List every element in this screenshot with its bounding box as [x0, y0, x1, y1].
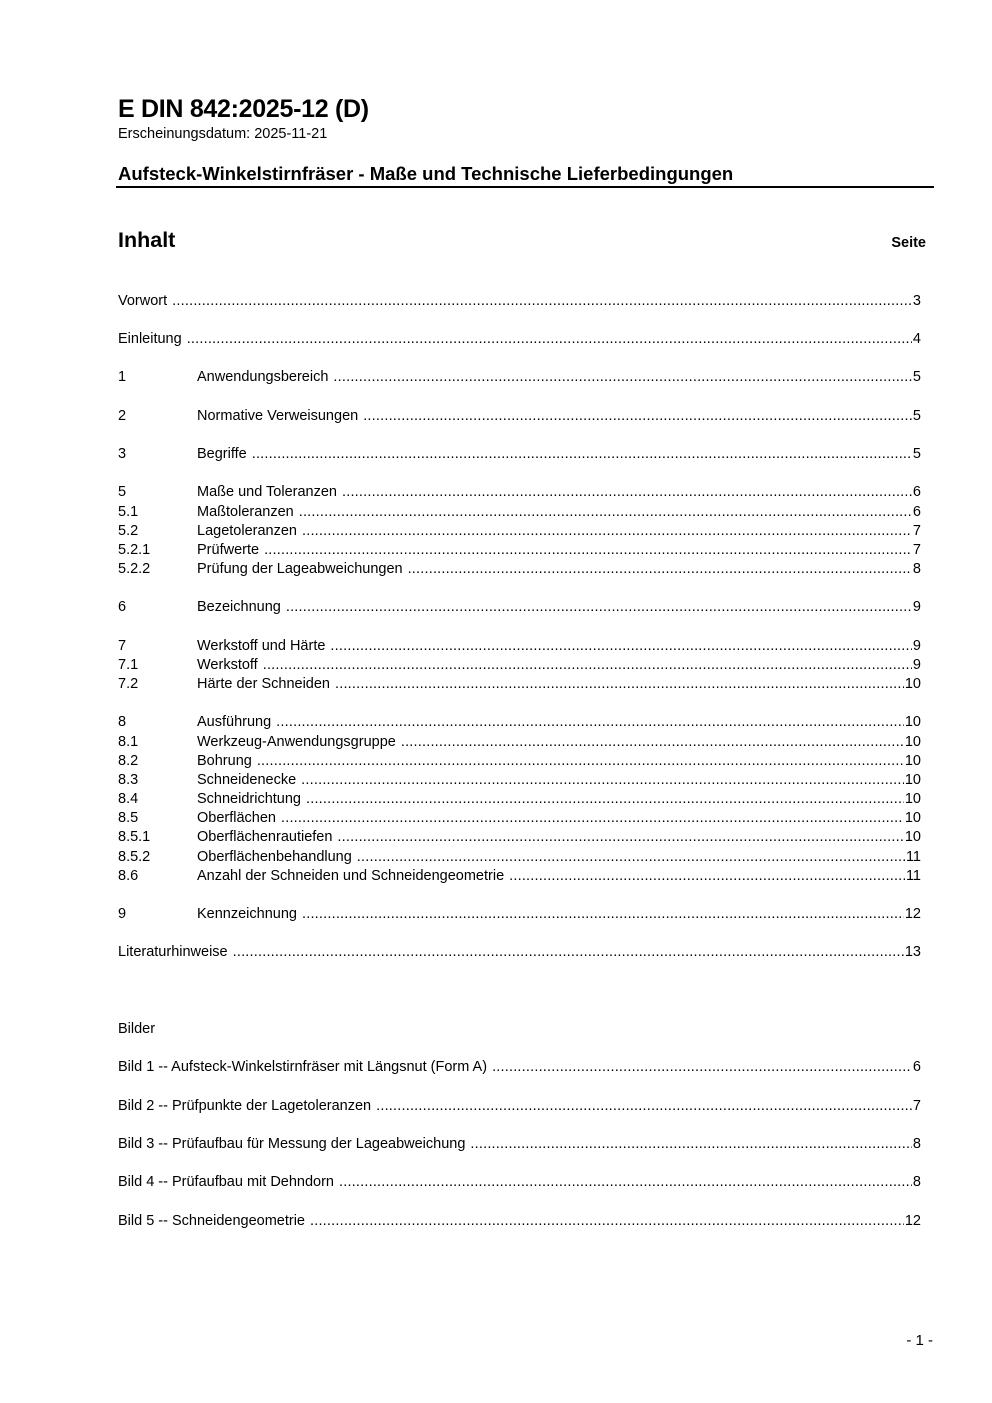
toc-entry-7-2[interactable]	[118, 675, 921, 694]
toc-heading: Inhalt	[118, 228, 176, 252]
toc-entry-text: Normative Verweisungen	[197, 408, 359, 424]
publication-date: Erscheinungsdatum: 2025-11-21	[118, 126, 328, 142]
toc-leader-dots	[172, 292, 912, 311]
toc-entry-number: 8.5.1	[118, 829, 151, 845]
toc-leader-dots	[306, 790, 904, 809]
toc-entry-2[interactable]	[118, 407, 921, 426]
toc-entry-5-2[interactable]	[118, 522, 921, 541]
toc-entry-number: 3	[118, 446, 127, 462]
toc-leader-dots	[408, 560, 912, 579]
toc-entry-number: 9	[118, 906, 127, 922]
doc-id: E DIN 842:2025-12 (D)	[118, 95, 369, 123]
toc-entry-text: Schneidrichtung	[197, 791, 301, 807]
toc-leader-dots	[187, 330, 912, 349]
page-column-label: Seite	[891, 235, 926, 251]
toc-entry-text: Bezeichnung	[197, 599, 281, 615]
toc-leader-dots	[310, 1212, 904, 1231]
toc-entry-page: 10	[904, 772, 921, 788]
figure-entry-text: Bild 2 -- Prüfpunkte der Lagetoleranzen	[118, 1098, 372, 1114]
toc-entry-einleitung[interactable]	[118, 330, 921, 349]
toc-entry-8-5-1[interactable]	[118, 828, 921, 847]
toc-entry-text: Ausführung	[197, 714, 272, 730]
figure-entry-text: Bild 1 -- Aufsteck-Winkelstirnfräser mit Längsnut (Form A)	[118, 1059, 488, 1075]
title-rule	[116, 186, 934, 188]
toc-entry-number: 5.1	[118, 504, 139, 520]
toc-entry-page: 3	[912, 293, 921, 309]
figure-entry-text: Bild 5 -- Schneidengeometrie	[118, 1213, 305, 1229]
toc-entry-text: Oberflächenrautiefen	[197, 829, 333, 845]
toc-entry-page: 4	[912, 331, 921, 347]
toc-entry-text: Prüfwerte	[197, 542, 260, 558]
toc-entry-number: 8.5.2	[118, 849, 151, 865]
toc-entry-number: 8.1	[118, 734, 139, 750]
toc-entry-page: 8	[912, 561, 921, 577]
toc-entry-text: Oberflächenbehandlung	[197, 849, 352, 865]
toc-leader-dots	[470, 1135, 912, 1154]
toc-leader-dots	[233, 943, 904, 962]
toc-entry-page: 7	[912, 542, 921, 558]
toc-entry-page: 7	[912, 523, 921, 539]
toc-entry-number: 5.2.2	[118, 561, 151, 577]
toc-entry-text: Anwendungsbereich	[197, 369, 329, 385]
toc-entry-8-5-2[interactable]	[118, 848, 921, 867]
toc-leader-dots	[339, 1173, 912, 1192]
figure-entry-page: 8	[912, 1174, 921, 1190]
toc-entry-page: 11	[905, 849, 921, 865]
toc-entry-number: 8.5	[118, 810, 139, 826]
toc-entry-page: 10	[904, 676, 921, 692]
toc-leader-dots	[401, 733, 904, 752]
toc-entry-text: Maßtoleranzen	[197, 504, 294, 520]
toc-entry-3[interactable]	[118, 445, 921, 464]
toc-entry-text: Bohrung	[197, 753, 252, 769]
toc-leader-dots	[301, 771, 904, 790]
toc-leader-dots	[342, 483, 912, 502]
figure-entry-page: 12	[904, 1213, 921, 1229]
toc-leader-dots	[286, 598, 912, 617]
toc-entry-number: 1	[118, 369, 127, 385]
toc-entry-8[interactable]	[118, 713, 921, 732]
toc-entry-9[interactable]	[118, 905, 921, 924]
toc-entry-7[interactable]	[118, 637, 921, 656]
toc-entry-5[interactable]	[118, 483, 921, 502]
toc-leader-dots	[376, 1097, 912, 1116]
toc-entry-text: Maße und Toleranzen	[197, 484, 337, 500]
document-title: Aufsteck-Winkelstirnfräser - Maße und Technische Lieferbedingungen	[118, 163, 734, 184]
toc-entry-page: 6	[912, 504, 921, 520]
toc-entry-5-2-1[interactable]	[118, 541, 921, 560]
toc-entry-text: Vorwort	[118, 293, 168, 309]
toc-entry-number: 8.4	[118, 791, 139, 807]
toc-entry-page: 6	[912, 484, 921, 500]
toc-entry-page: 10	[904, 791, 921, 807]
toc-entry-text: Literaturhinweise	[118, 944, 228, 960]
toc-entry-5-1[interactable]	[118, 503, 921, 522]
toc-entry-page: 9	[912, 638, 921, 654]
toc-entry-number: 7.2	[118, 676, 139, 692]
toc-entry-text: Werkzeug-Anwendungsgruppe	[197, 734, 396, 750]
figure-entry-text: Bild 4 -- Prüfaufbau mit Dehndorn	[118, 1174, 334, 1190]
figure-entry-page: 6	[912, 1059, 921, 1075]
toc-leader-dots	[264, 541, 912, 560]
figures-heading: Bilder	[118, 1021, 156, 1037]
toc-leader-dots	[276, 713, 904, 732]
toc-entry-text: Werkstoff	[197, 657, 258, 673]
toc-leader-dots	[357, 848, 905, 867]
toc-entry-page: 10	[904, 714, 921, 730]
figure-entry-3[interactable]	[118, 1135, 921, 1154]
toc-entry-number: 8.6	[118, 868, 139, 884]
toc-entry-number: 8.2	[118, 753, 139, 769]
toc-leader-dots	[302, 905, 904, 924]
toc-entry-7-1[interactable]	[118, 656, 921, 675]
toc-entry-page: 5	[912, 369, 921, 385]
toc-entry-page: 12	[904, 906, 921, 922]
toc-entry-8-5[interactable]	[118, 809, 921, 828]
toc-entry-number: 2	[118, 408, 127, 424]
toc-entry-vorwort[interactable]	[118, 292, 921, 311]
toc-entry-page: 10	[904, 810, 921, 826]
toc-entry-number: 8	[118, 714, 127, 730]
toc-leader-dots	[492, 1058, 912, 1077]
toc-leader-dots	[363, 407, 912, 426]
toc-entry-page: 10	[904, 753, 921, 769]
toc-leader-dots	[302, 522, 912, 541]
toc-entry-number: 7	[118, 638, 127, 654]
toc-entry-text: Einleitung	[118, 331, 182, 347]
toc-leader-dots	[252, 445, 912, 464]
toc-entry-text: Kennzeichnung	[197, 906, 297, 922]
toc-leader-dots	[335, 675, 904, 694]
toc-entry-8-6[interactable]	[118, 867, 921, 886]
toc-entry-6[interactable]	[118, 598, 921, 617]
figure-entry-5[interactable]	[118, 1212, 921, 1231]
toc-entry-page: 10	[904, 829, 921, 845]
toc-entry-text: Begriffe	[197, 446, 247, 462]
toc-entry-text: Lagetoleranzen	[197, 523, 297, 539]
toc-leader-dots	[281, 809, 904, 828]
toc-entry-text: Härte der Schneiden	[197, 676, 330, 692]
toc-entry-number: 5.2.1	[118, 542, 151, 558]
toc-entry-page: 11	[905, 868, 921, 884]
figure-entry-page: 7	[912, 1098, 921, 1114]
toc-leader-dots	[337, 828, 903, 847]
toc-entry-page: 10	[904, 734, 921, 750]
toc-entry-number: 8.3	[118, 772, 139, 788]
toc-entry-8-2[interactable]	[118, 752, 921, 771]
footer-page-number: - 1 -	[906, 1332, 933, 1349]
toc-leader-dots	[333, 368, 912, 387]
toc-leader-dots	[330, 637, 912, 656]
figure-entry-1[interactable]	[118, 1058, 921, 1077]
toc-entry-page: 13	[904, 944, 921, 960]
toc-entry-text: Schneidenecke	[197, 772, 297, 788]
toc-entry-page: 9	[912, 657, 921, 673]
toc-entry-literaturhinweise[interactable]	[118, 943, 921, 962]
toc-entry-number: 6	[118, 599, 127, 615]
toc-entry-text: Werkstoff und Härte	[197, 638, 326, 654]
toc-leader-dots	[257, 752, 904, 771]
toc-entry-number: 7.1	[118, 657, 139, 673]
toc-entry-text: Oberflächen	[197, 810, 276, 826]
toc-entry-8-4[interactable]	[118, 790, 921, 809]
toc-entry-number: 5	[118, 484, 127, 500]
figure-entry-text: Bild 3 -- Prüfaufbau für Messung der Lageabweichung	[118, 1136, 466, 1152]
toc-entry-1[interactable]	[118, 368, 921, 387]
toc-entry-8-1[interactable]	[118, 733, 921, 752]
toc-entry-page: 9	[912, 599, 921, 615]
figure-entry-4[interactable]	[118, 1173, 921, 1192]
toc-entry-text: Anzahl der Schneiden und Schneidengeometrie	[197, 868, 505, 884]
toc-entry-page: 5	[912, 408, 921, 424]
toc-leader-dots	[509, 867, 905, 886]
toc-leader-dots	[263, 656, 912, 675]
figure-entry-page: 8	[912, 1136, 921, 1152]
toc-entry-text: Prüfung der Lageabweichungen	[197, 561, 403, 577]
figure-entry-2[interactable]	[118, 1097, 921, 1116]
toc-entry-page: 5	[912, 446, 921, 462]
toc-entry-8-3[interactable]	[118, 771, 921, 790]
toc-entry-5-2-2[interactable]	[118, 560, 921, 579]
toc-leader-dots	[299, 503, 912, 522]
toc-entry-number: 5.2	[118, 523, 139, 539]
